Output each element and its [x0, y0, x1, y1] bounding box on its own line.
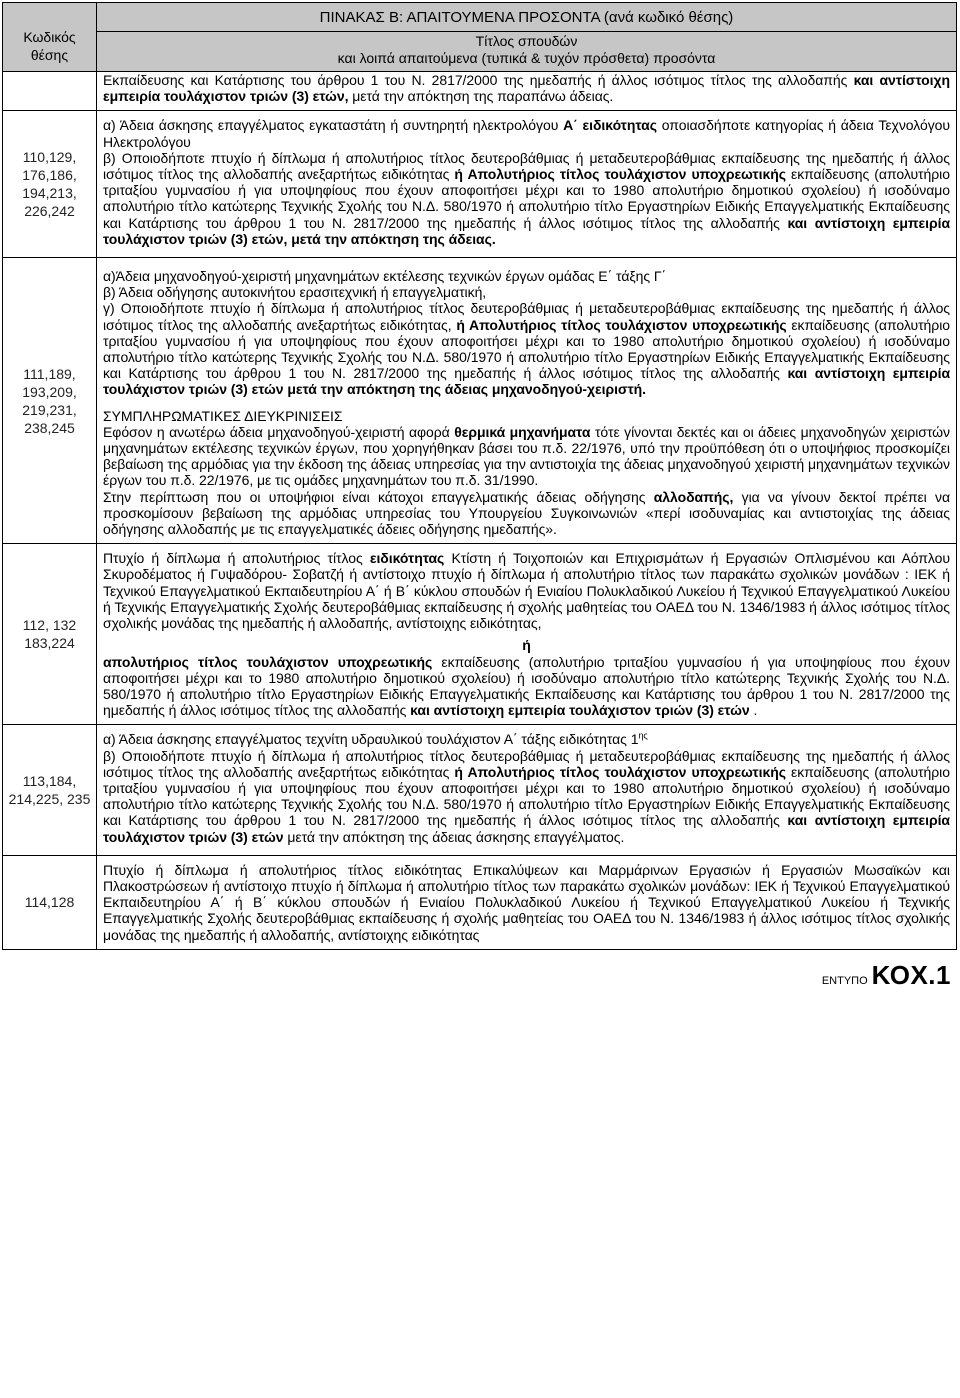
- table-row: [3, 544, 957, 725]
- column-header-title-line1: Τίτλος σπουδών: [475, 33, 578, 49]
- form-label: ΕΝΤΥΠΟ: [821, 974, 868, 987]
- table-row: [3, 72, 957, 111]
- text-span: Εκπαίδευσης και Κατάρτισης του άρθρου 1 του Ν. 2817/2000 της ημεδαπής ή άλλος ισότιμος τίτλος της αλλοδαπής: [103, 72, 854, 88]
- spacer: [103, 537, 950, 543]
- column-header-title-line2: και λοιπά απαιτούμενα (τυπικά & τυχόν πρόσθετα) προσόντα: [337, 50, 716, 66]
- text-span: γ) Οποιοδήποτε πτυχίο ή δίπλωμα ή απολυτήριος τίτλος δευτεροβάθμιας ή μεταδευτεροβάθμιας εκπαίδευσης της ημεδαπής ή άλλος ισότιμος τίτλος της αλλοδαπής ανεξαρτήτως ειδικότητας,: [103, 300, 950, 333]
- position-code: [3, 725, 97, 855]
- requirements-table: [2, 2, 957, 950]
- bold-text: και αντίστοιχη εμπειρία τουλάχιστον τριών (3) ετών,: [103, 72, 950, 105]
- paragraph: [103, 489, 950, 538]
- text-span: τότε γίνονται δεκτές και οι άδειες μηχανοδηγών χειριστών μηχανημάτων εκτέλεσης τεχνικών έργων, που χορηγήθηκαν βάσει του π.δ. 22/1976, υπό την προϋπόθεση ότι ο υποψήφιος προσκομίζει βεβαίωση της αρμόδιας για την έκδοση της άδειας υπηρεσίας για την αντιστοιχία της άδειας μηχανοδηγού χειριστή μηχανημάτων τεχνικών έργων του π.δ. 22/1976, με τις ομάδες μηχανημάτων του π.δ. 31/1990.: [103, 423, 950, 489]
- position-code-text: 110,129, 176,186, 194,213, 226,242: [22, 149, 77, 220]
- form-code: ΚΟΧ.1: [871, 959, 951, 990]
- table-row: [3, 111, 957, 258]
- superscript: ης: [638, 730, 648, 741]
- text-span: α) Άδεια άσκησης επαγγέλματος εγκαταστάτη ή συντηρητή ηλεκτρολόγου: [103, 117, 564, 134]
- paragraph: [103, 550, 950, 631]
- position-code: [3, 544, 97, 725]
- text-span: Εφόσον η ανωτέρω άδεια μηχανοδηγού-χειριστή αφορά: [103, 423, 455, 440]
- paragraph: [103, 748, 950, 845]
- section-heading: ΣΥΜΠΛΗΡΩΜΑΤΙΚΕΣ ΔΙΕΥΚΡΙΝΙΣΕΙΣ: [103, 407, 343, 424]
- paragraph: Πτυχίο ή δίπλωμα ή απολυτήριος τίτλος ειδικότητας Επικαλύψεων και Μαρμάρινων Εργασιών ή Εργασιών Μωσαϊκών και Πλακοστρώσεων ή αντίστοιχο πτυχίο ή δίπλωμα ή απολυτήριο τίτλος των παρακάτω σχολικών μονάδων: ΙΕΚ ή Τεχνικού Επαγγελματικού Εκπαιδευτηρίου Α΄ ή Β΄ κύκλου σπουδών ή Ενιαίου Πολυκλαδικού Λυκείου ή Τεχνικού Επαγγελματικού Λυκείου ή Τεχνικής Επαγγελματικής Σχολής δευτεροβάθμιας εκπαίδευσης ή σχολής μαθητείας του ΟΑΕΔ του Ν. 1346/1983 ή άλλος ισότιμος τίτλος σχολικής μονάδας της ημεδαπής ή αλλοδαπής, αντίστοιχης ειδικότητας: [103, 861, 950, 943]
- spacer: [103, 845, 950, 855]
- position-code-text: 111,189, 193,209, 219,231, 238,245: [22, 365, 77, 436]
- text-span: εκπαίδευσης (απολυτήριο τριταξίου γυμνασίου ή για υποψηφίους που έχουν αποφοιτήσει μέχρι και το 1980 απολυτήριο δημοτικού σχολείου) ή ισοδύναμο απολυτήριο τίτλο κατώτερης Τεχνικής Σχολής του Ν.Δ. 580/1970 ή απολυτήριο τίτλο Εργαστηρίων Ειδικής Επαγγελματικής Εκπαίδευσης και Κατάρτισης του άρθρου 1 του Ν. 2817/2000 της ημεδαπής ή άλλος ισότιμος τίτλος της αλλοδαπής: [103, 653, 950, 719]
- paragraph: [103, 72, 950, 104]
- paragraph: [103, 654, 950, 719]
- bold-text: ή Απολυτήριος τίτλος τουλάχιστον υποχρεωτικής: [454, 166, 786, 183]
- text-span: β) Οποιοδήποτε πτυχίο ή δίπλωμα ή απολυτήριος τίτλος δευτεροβάθμιας ή μεταδευτεροβάθμιας εκπαίδευσης της ημεδαπής ή άλλος ισότιμος τίτλος της αλλοδαπής ανεξαρτήτως ειδικότητας: [103, 149, 950, 183]
- position-code-text: 114,128: [24, 894, 75, 911]
- requirements-cell: [97, 111, 957, 258]
- text-span: β) Οποιοδήποτε πτυχίο ή δίπλωμα ή απολυτήριος τίτλος δευτεροβάθμιας ή μεταδευτεροβάθμιας εκπαίδευσης της ημεδαπής ή άλλος ισότιμος τίτλος της αλλοδαπής ανεξαρτήτως ειδικότητας: [103, 747, 950, 780]
- column-header-code: [3, 3, 97, 72]
- requirements-cell: [97, 855, 957, 949]
- spacer: [103, 718, 950, 724]
- requirements-cell: [97, 72, 957, 111]
- position-code: [3, 111, 97, 258]
- bold-text: Α΄ ειδικότητας: [563, 117, 657, 134]
- paragraph: α)Άδεια μηχανοδηγού-χειριστή μηχανημάτων εκτέλεσης τεχνικών έργων ομάδας Ε΄ τάξης Γ΄: [103, 268, 667, 285]
- text-span: οποιασδήποτε κατηγορίας ή άδεια Τεχνολόγου Ηλεκτρολόγου: [103, 117, 951, 150]
- form-footer: [0, 960, 951, 991]
- bold-text: ειδικότητας: [369, 550, 445, 567]
- spacer: [103, 247, 950, 257]
- bold-text: αλλοδαπής,: [653, 488, 734, 505]
- bold-text: και αντίστοιχη εμπειρία τουλάχιστον τριών (3) ετών μετά την απόκτηση της άδειας μηχανοδηγού-χειριστή.: [103, 365, 950, 398]
- position-code: [3, 258, 97, 544]
- position-code: [3, 855, 97, 949]
- bold-text: θερμικά μηχανήματα: [454, 423, 591, 440]
- bold-text: ή Απολυτήριος τίτλος τουλάχιστον υποχρεωτικής: [454, 763, 786, 780]
- paragraph: [103, 424, 950, 489]
- text-span: μετά την απόκτηση της παραπάνω άδειας.: [348, 88, 614, 105]
- spacer: [103, 943, 950, 949]
- paragraph: [103, 731, 950, 747]
- text-span: μετά την απόκτηση της άδειας άσκησης επαγγέλματος.: [283, 828, 625, 845]
- text-span: εκπαίδευσης (απολυτήριο τριταξίου γυμνασίου ή για υποψηφίους που έχουν αποφοιτήσει μέχρι και το 1980 απολυτήριο δημοτικού σχολείου) ή ισοδύναμο απολυτήριο τίτλο κατώτερης Τεχνικής Σχολής του Ν.Δ. 580/1970 ή απολυτήριο τίτλο Εργαστηρίων Ειδικής Επαγγελματικής Εκπαίδευσης και Κατάρτισης του άρθρου 1 του Ν. 2817/2000 της ημεδαπής ή άλλος ισότιμος τίτλος της αλλοδαπής: [103, 316, 950, 382]
- bold-text: απολυτήριος τίτλος τουλάχιστον υποχρεωτικής: [103, 653, 433, 670]
- document-page: [2, 2, 957, 995]
- table-row: [3, 258, 957, 544]
- column-header-code-line1: Κωδικός: [23, 29, 76, 45]
- text-span: για να γίνουν δεκτοί πρέπει να προσκομίσουν βεβαίωση της αρμόδιας υπηρεσίας του Υπουργείου Συγκοινωνιών «περί ισοδυναμίας και αντιστοιχίας της άδειας οδήγησης αλλοδαπής με τις επαγγελματικές άδειες οδήγησης ημεδαπής».: [103, 488, 950, 538]
- bold-text: ή: [522, 637, 531, 654]
- position-code: [3, 72, 97, 111]
- bold-text: και αντίστοιχη εμπειρία τουλάχιστον τριών (3) ετών, μετά την απόκτηση της άδειας.: [103, 214, 950, 247]
- bold-text: και: [787, 812, 808, 829]
- paragraph: [103, 150, 950, 247]
- bold-text: ή Απολυτήριος τίτλος τουλάχιστον υποχρεωτικής: [456, 316, 787, 333]
- or-separator: [103, 637, 950, 653]
- position-code-text: 112, 132 183,224: [22, 617, 77, 652]
- spacer: [103, 258, 950, 268]
- requirements-cell: [97, 544, 957, 725]
- text-span: εκπαίδευσης (απολυτήριο τριταξίου γυμνασίου ή για υποψηφίους που έχουν αποφοιτήσει μέχρι και το 1980 απολυτήριο δημοτικού σχολείου) ή ισοδύναμο απολυτήριο τίτλο κατώτερης Τεχνικής Σχολής του Ν.Δ. 580/1970 ή απολυτήριο τίτλο Εργαστηρίων Ειδικής Επαγγελματικής Εκπαίδευσης και Κατάρτισης του άρθρου 1 του Ν. 2817/2000 της ημεδαπής ή άλλος ισότιμος τίτλος της αλλοδαπής: [103, 763, 950, 829]
- requirements-cell: [97, 725, 957, 855]
- text-span: Στην περίπτωση που οι υποψήφιοι είναι κάτοχοι επαγγελματικής άδειας οδήγησης: [103, 488, 654, 505]
- position-code-text: 113,184, 214,225, 235: [8, 773, 91, 808]
- table-row: [3, 725, 957, 855]
- table-row: [3, 855, 957, 949]
- text-span: εκπαίδευσης (απολυτήριο τριταξίου γυμνασίου ή για υποψηφίους που έχουν αποφοιτήσει μέχρι και το 1980 απολυτήριο δημοτικού σχολείου) ή ισοδύναμο απολυτήριο τίτλο κατώτερης Τεχνικής Σχολής του Ν.Δ. 580/1970 ή απολυτήριο τίτλο Εργαστηρίων Ειδικής Επαγγελματικής Εκπαίδευσης και Κατάρτισης του άρθρου 1 του Ν. 2817/2000 της ημεδαπής ή άλλος ισότιμος τίτλος της αλλοδαπής: [103, 166, 950, 231]
- column-header-code-line2: θέσης: [30, 47, 69, 63]
- paragraph: [103, 117, 950, 149]
- paragraph: [103, 300, 950, 397]
- spacer: [103, 104, 950, 110]
- text-span: Πτυχίο ή δίπλωμα ή απολυτήριος τίτλος: [103, 550, 370, 567]
- column-header-title: [97, 32, 957, 72]
- text-span: α) Άδεια άσκησης επαγγέλματος τεχνίτη υδραυλικού τουλάχιστον Α΄ τάξης ειδικότητας 1: [103, 731, 639, 748]
- text-span: Κτίστη ή Τοιχοποιών και Επιχρισμάτων ή Εργασιών Οπλισμένου και Αόπλου Σκυροδέματος ή Γυψαδόρου- Σοβατζή ή αντίστοιχο πτυχίο ή δίπλωμα ή απολυτήριο τίτλος των παρακάτω σχολικών μονάδων : ΙΕΚ ή Τεχνικού Επαγγελματικού Εκπαιδευτηρίου Α΄ ή Β΄ κύκλου σπουδών ή Ενιαίου Πολυκλαδικού Λυκείου ή Τεχνικού Επαγγελματικού Λυκείου ή Τεχνικής Επαγγελματικής Σχολής δευτεροβάθμιας εκπαίδευσης ή σχολής μαθητείας του ΟΑΕΔ του Ν. 1346/1983 ή άλλος ισότιμος τίτλος σχολικής μονάδας της ημεδαπής ή αλλοδαπής, αντίστοιχης ειδικότητας,: [103, 550, 950, 632]
- bold-text: αντίστοιχη εμπειρία τουλάχιστον τριών (3) ετών: [103, 812, 950, 845]
- text-span: .: [749, 702, 758, 719]
- requirements-cell: [97, 258, 957, 544]
- bold-text: και αντίστοιχη εμπειρία τουλάχιστον τριών (3) ετών: [410, 702, 750, 719]
- table-title: ΠΙΝΑΚΑΣ Β: ΑΠΑΙΤΟΥΜΕΝΑ ΠΡΟΣΟΝΤΑ (ανά κωδικό θέσης): [97, 3, 957, 32]
- spacer: [103, 398, 950, 408]
- paragraph: β) Άδεια οδήγησης αυτοκινήτου ερασιτεχνική ή επαγγελματική,: [103, 284, 487, 301]
